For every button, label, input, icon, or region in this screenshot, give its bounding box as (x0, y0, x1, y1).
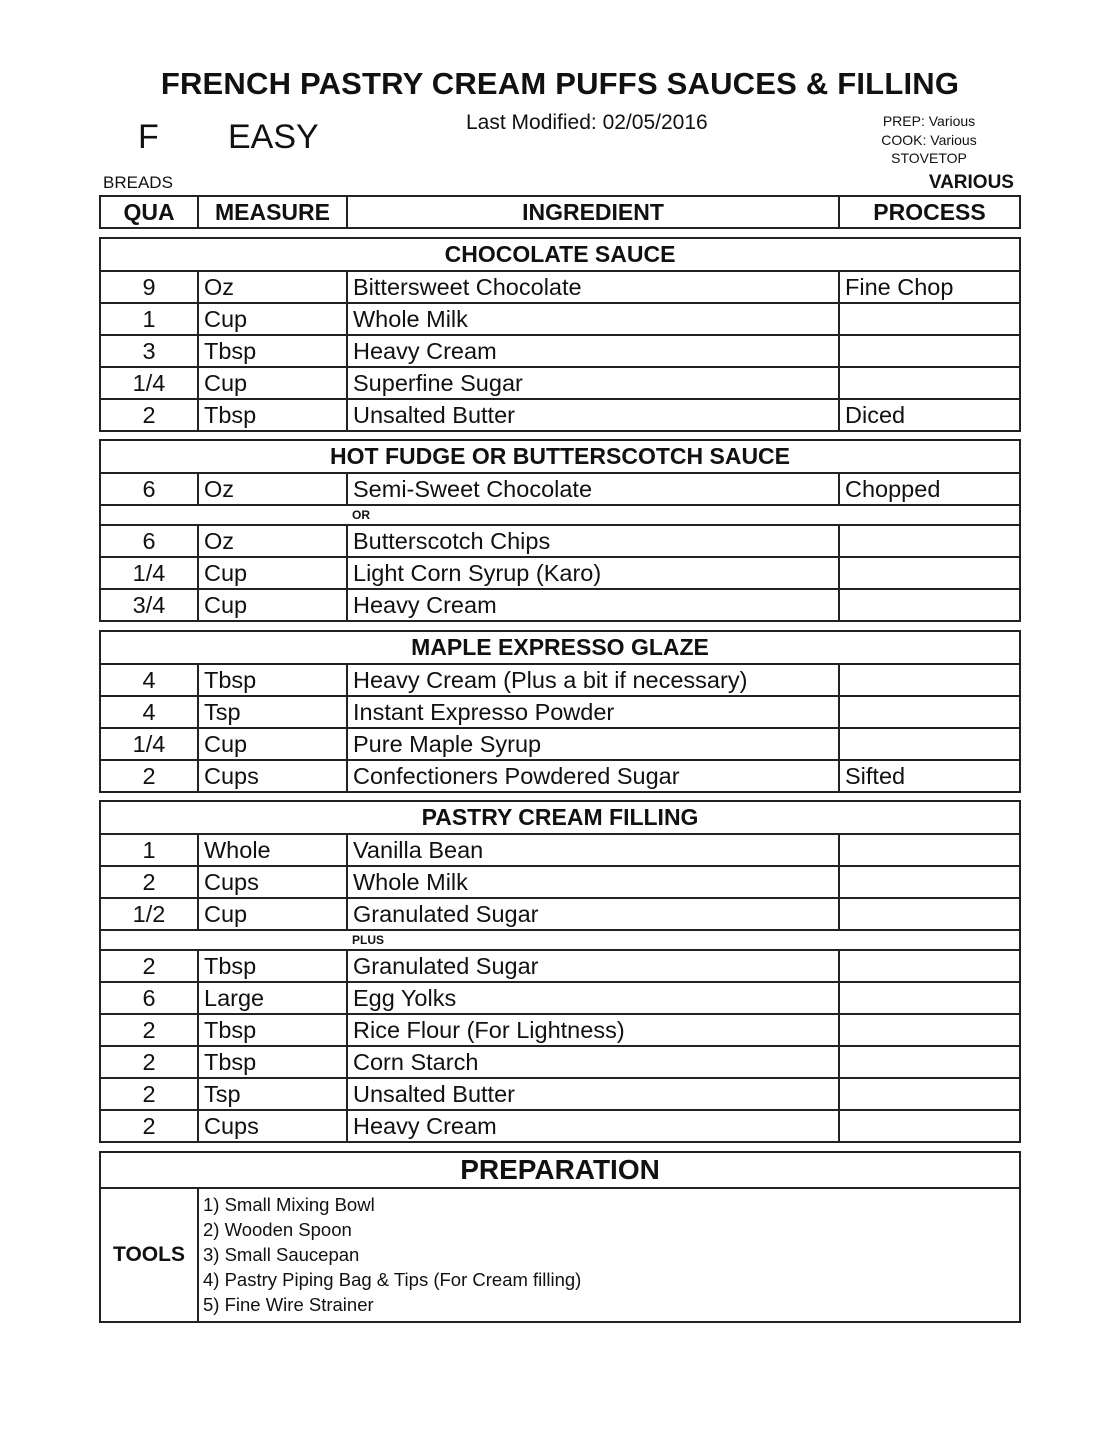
ingredient-row (100, 1046, 1020, 1078)
ingredient-qty-cell: 1/4 (100, 367, 198, 399)
ingredient-ingredient-cell: Semi-Sweet Chocolate (347, 473, 839, 505)
ingredient-process-cell (839, 664, 1020, 696)
ingredient-ingredient-cell: Instant Expresso Powder (347, 696, 839, 728)
ingredient-ingredient-cell: Vanilla Bean (347, 834, 839, 866)
cook-method: STOVETOP (891, 150, 967, 166)
time-info (862, 112, 996, 168)
ingredient-process-cell (839, 898, 1020, 930)
tool-item: 1) Small Mixing Bowl (203, 1194, 375, 1215)
ingredient-ingredient-cell: Heavy Cream (Plus a bit if necessary) (347, 664, 839, 696)
ingredient-process-cell: Chopped (839, 473, 1020, 505)
section-title: MAPLE EXPRESSO GLAZE (100, 631, 1020, 664)
ingredient-measure-cell: Tbsp (198, 1046, 347, 1078)
column-header-row (100, 196, 1020, 228)
ingredient-measure-cell: Tbsp (198, 335, 347, 367)
column-header-measure: MEASURE (198, 196, 347, 228)
ingredient-section (99, 439, 1021, 622)
ingredient-process-cell: Diced (839, 399, 1020, 431)
ingredient-row (100, 728, 1020, 760)
ingredient-row (100, 271, 1020, 303)
ingredient-measure-cell: Cup (198, 367, 347, 399)
ingredient-ingredient-cell: Pure Maple Syrup (347, 728, 839, 760)
section-note: PLUS (100, 930, 1020, 950)
ingredient-process-cell (839, 525, 1020, 557)
ingredient-qty-cell: 6 (100, 473, 198, 505)
ingredient-section (99, 800, 1021, 1143)
ingredient-measure-cell: Oz (198, 271, 347, 303)
ingredient-process-cell (839, 367, 1020, 399)
ingredient-row (100, 664, 1020, 696)
ingredient-ingredient-cell: Granulated Sugar (347, 898, 839, 930)
ingredient-ingredient-cell: Bittersweet Chocolate (347, 271, 839, 303)
ingredient-process-cell (839, 335, 1020, 367)
ingredient-row (100, 982, 1020, 1014)
ingredient-row (100, 525, 1020, 557)
ingredient-row (100, 696, 1020, 728)
ingredient-measure-cell: Cups (198, 1110, 347, 1142)
prep-time: PREP: Various (882, 113, 976, 129)
recipe-yield: VARIOUS (928, 172, 1014, 193)
ingredient-process-cell (839, 834, 1020, 866)
ingredient-process-cell (839, 589, 1020, 621)
ingredient-qty-cell: 2 (100, 1110, 198, 1142)
ingredient-process-cell (839, 303, 1020, 335)
ingredient-measure-cell: Tbsp (198, 1014, 347, 1046)
ingredient-row (100, 589, 1020, 621)
ingredient-ingredient-cell: Corn Starch (347, 1046, 839, 1078)
ingredient-ingredient-cell: Heavy Cream (347, 589, 839, 621)
ingredient-ingredient-cell: Superfine Sugar (347, 367, 839, 399)
ingredient-qty-cell: 4 (100, 664, 198, 696)
tool-item: 2) Wooden Spoon (203, 1219, 352, 1240)
ingredient-measure-cell: Oz (198, 525, 347, 557)
recipe-category: BREADS (103, 173, 173, 192)
ingredient-ingredient-cell: Rice Flour (For Lightness) (347, 1014, 839, 1046)
tool-item: 5) Fine Wire Strainer (203, 1294, 374, 1315)
ingredient-qty-cell: 1/4 (100, 557, 198, 589)
column-header-qty: QUA (100, 196, 198, 228)
ingredient-qty-cell: 2 (100, 866, 198, 898)
section-title: CHOCOLATE SAUCE (100, 238, 1020, 271)
ingredient-measure-cell: Oz (198, 473, 347, 505)
ingredient-qty-cell: 1 (100, 303, 198, 335)
ingredient-process-cell (839, 1046, 1020, 1078)
ingredient-row (100, 367, 1020, 399)
ingredient-qty-cell: 3/4 (100, 589, 198, 621)
preparation-title: PREPARATION (100, 1152, 1020, 1188)
ingredient-process-cell (839, 1078, 1020, 1110)
section-note-row (100, 930, 1020, 950)
ingredient-row (100, 557, 1020, 589)
ingredient-qty-cell: 2 (100, 1078, 198, 1110)
ingredient-measure-cell: Cup (198, 557, 347, 589)
ingredient-row (100, 335, 1020, 367)
preparation-table (99, 1151, 1021, 1323)
ingredient-qty-cell: 3 (100, 335, 198, 367)
ingredient-process-cell (839, 557, 1020, 589)
ingredient-qty-cell: 6 (100, 525, 198, 557)
ingredient-row (100, 834, 1020, 866)
ingredient-process-cell: Fine Chop (839, 271, 1020, 303)
ingredient-row (100, 1078, 1020, 1110)
ingredient-qty-cell: 1 (100, 834, 198, 866)
ingredient-qty-cell: 9 (100, 271, 198, 303)
ingredient-qty-cell: 1/4 (100, 728, 198, 760)
ingredient-ingredient-cell: Confectioners Powdered Sugar (347, 760, 839, 792)
recipe-grade: F (138, 118, 159, 156)
ingredient-row (100, 1014, 1020, 1046)
ingredient-measure-cell: Tbsp (198, 399, 347, 431)
ingredient-process-cell (839, 950, 1020, 982)
column-header-table (99, 195, 1021, 229)
tools-list (198, 1188, 1020, 1322)
ingredient-qty-cell: 1/2 (100, 898, 198, 930)
ingredient-qty-cell: 2 (100, 1014, 198, 1046)
ingredient-ingredient-cell: Light Corn Syrup (Karo) (347, 557, 839, 589)
ingredient-measure-cell: Cup (198, 898, 347, 930)
ingredient-row (100, 1110, 1020, 1142)
tool-item: 3) Small Saucepan (203, 1244, 360, 1265)
ingredient-ingredient-cell: Heavy Cream (347, 335, 839, 367)
ingredient-section (99, 630, 1021, 793)
ingredient-ingredient-cell: Unsalted Butter (347, 1078, 839, 1110)
ingredient-measure-cell: Cup (198, 303, 347, 335)
section-title: PASTRY CREAM FILLING (100, 801, 1020, 834)
ingredient-process-cell (839, 982, 1020, 1014)
ingredient-process-cell (839, 696, 1020, 728)
ingredient-measure-cell: Tbsp (198, 950, 347, 982)
section-note: OR (100, 505, 1020, 525)
tool-item: 4) Pastry Piping Bag & Tips (For Cream filling) (203, 1269, 582, 1290)
ingredient-qty-cell: 4 (100, 696, 198, 728)
ingredient-process-cell (839, 1014, 1020, 1046)
cook-time: COOK: Various (881, 131, 977, 148)
ingredient-qty-cell: 2 (100, 760, 198, 792)
ingredient-process-cell (839, 866, 1020, 898)
ingredient-section (99, 237, 1021, 432)
ingredient-ingredient-cell: Unsalted Butter (347, 399, 839, 431)
ingredient-qty-cell: 2 (100, 950, 198, 982)
ingredient-process-cell: Sifted (839, 760, 1020, 792)
ingredient-measure-cell: Tbsp (198, 664, 347, 696)
ingredient-row (100, 898, 1020, 930)
ingredient-qty-cell: 6 (100, 982, 198, 1014)
column-header-process: PROCESS (839, 196, 1020, 228)
section-note-row (100, 505, 1020, 525)
ingredient-row (100, 399, 1020, 431)
ingredient-qty-cell: 2 (100, 399, 198, 431)
ingredient-row (100, 866, 1020, 898)
ingredient-measure-cell: Whole (198, 834, 347, 866)
ingredient-qty-cell: 2 (100, 1046, 198, 1078)
column-header-ingredient: INGREDIENT (347, 196, 839, 228)
ingredient-ingredient-cell: Whole Milk (347, 866, 839, 898)
last-modified: Last Modified: 02/05/2016 (466, 111, 708, 134)
ingredient-row (100, 473, 1020, 505)
ingredient-measure-cell: Cups (198, 760, 347, 792)
ingredient-measure-cell: Tsp (198, 1078, 347, 1110)
ingredient-process-cell (839, 1110, 1020, 1142)
ingredient-measure-cell: Cup (198, 589, 347, 621)
ingredient-measure-cell: Cups (198, 866, 347, 898)
ingredient-measure-cell: Cup (198, 728, 347, 760)
ingredient-ingredient-cell: Granulated Sugar (347, 950, 839, 982)
ingredient-row (100, 950, 1020, 982)
ingredient-ingredient-cell: Butterscotch Chips (347, 525, 839, 557)
ingredient-ingredient-cell: Whole Milk (347, 303, 839, 335)
ingredient-measure-cell: Large (198, 982, 347, 1014)
tools-label: TOOLS (100, 1188, 198, 1322)
recipe-difficulty: EASY (228, 118, 319, 156)
ingredient-ingredient-cell: Egg Yolks (347, 982, 839, 1014)
ingredient-row (100, 303, 1020, 335)
ingredient-row (100, 760, 1020, 792)
section-title: HOT FUDGE OR BUTTERSCOTCH SAUCE (100, 440, 1020, 473)
ingredient-process-cell (839, 728, 1020, 760)
recipe-title: FRENCH PASTRY CREAM PUFFS SAUCES & FILLING (160, 66, 960, 101)
ingredient-ingredient-cell: Heavy Cream (347, 1110, 839, 1142)
ingredient-measure-cell: Tsp (198, 696, 347, 728)
